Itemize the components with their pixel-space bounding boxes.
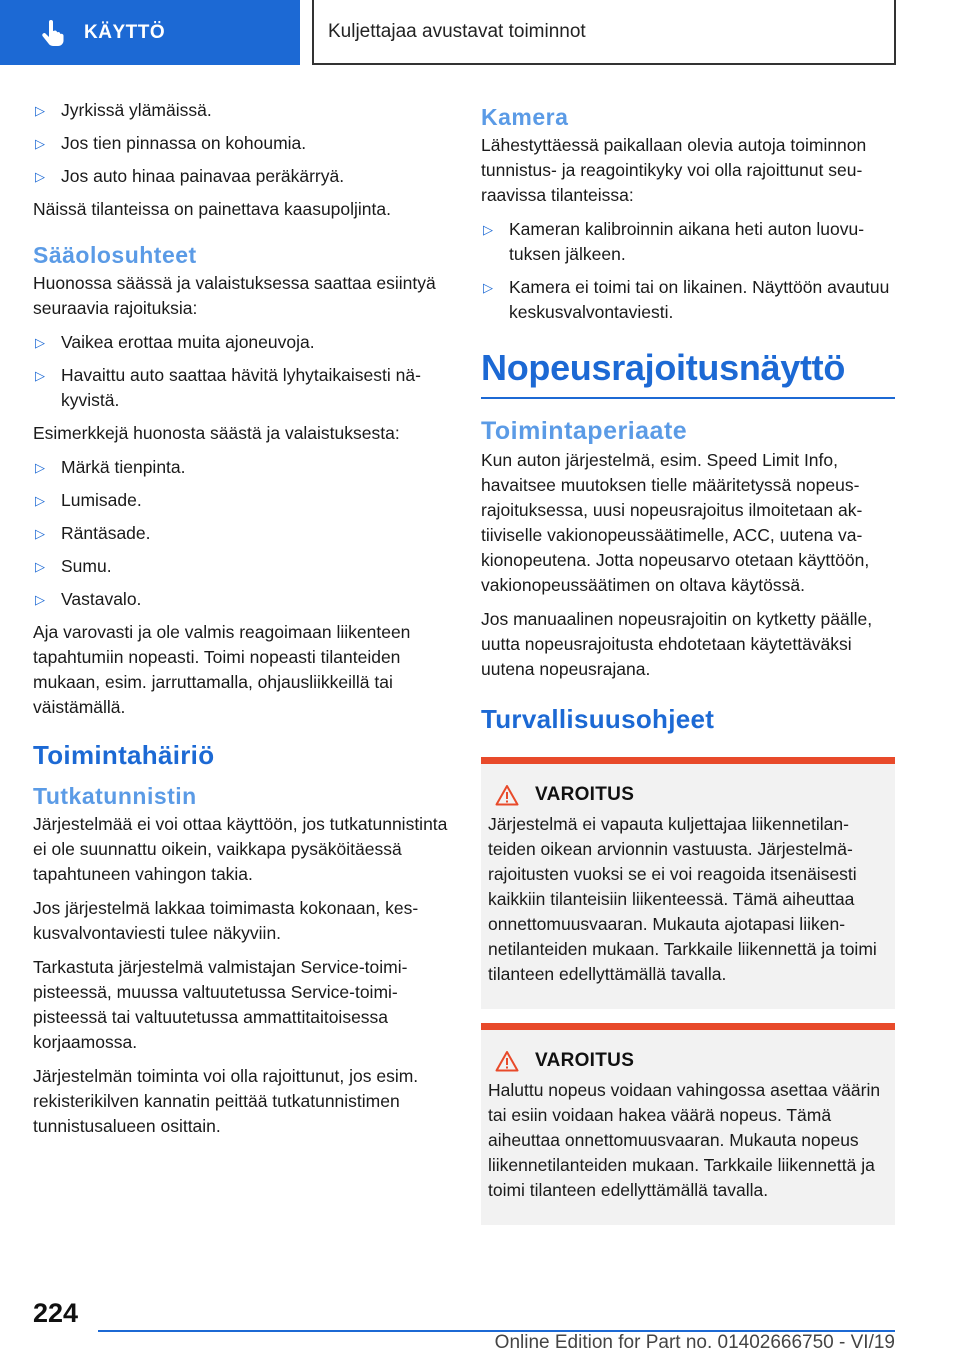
list-item: ▷ Jos auto hinaa painavaa peräkärryä. xyxy=(33,164,448,189)
list-item: ▷ Jyrkissä ylämäissä. xyxy=(33,98,448,123)
list-item: ▷ Sumu. xyxy=(33,554,448,579)
paragraph: Jos manuaalinen nopeusrajoitin on kytketty päälle, uutta nopeusrajoitusta ehdotetaan käytettäväksi uutena nopeusrajana. xyxy=(481,609,873,679)
paragraph: Huonossa säässä ja valaistuksessa saattaa esiintyä seuraavia rajoituksia: xyxy=(33,273,436,318)
triangle-bullet-icon: ▷ xyxy=(35,368,45,383)
paragraph: Tarkastuta järjestelmä valmistajan Service-toimipisteessä, muussa valtuutetussa Service-toimipisteessä tai valtuutetussa ammattitaitoisessa korjaamossa. xyxy=(33,957,408,1052)
warning-title: VAROITUS xyxy=(535,1050,635,1071)
warning-text: Haluttu nopeus voidaan vahingossa asettaa väärin tai esiin voidaan hakea väärä nopeus. Tämä aiheuttaa onnettomuusvaaran. Mukauta nopeus liikennetilanteiden mukaan. Tarkkaile liikennettä ja toimi tilanteen edellyttämällä tavalla. xyxy=(488,1080,881,1200)
page-number: 224 xyxy=(33,1298,79,1328)
heading-tutkatunnistin: Tutkatunnistin xyxy=(33,783,197,809)
heading-toimintahairio: Toimintahäiriö xyxy=(33,740,215,770)
triangle-bullet-icon: ▷ xyxy=(35,592,45,607)
list-item: ▷ Lumisade. xyxy=(33,488,448,513)
paragraph: Kun auton järjestelmä, esim. Speed Limit Info, havaitsee muutoksen tielle määritetyssä nopeusrajoituksessa, uusi nopeusrajoitus ilmoitetaan aktiiviselle vakionopeussäätimelle, ACC, uutena vakionopeutena. Jotta nopeusarvo otetaan käyttöön, vakionopeussäätimen on oltava käytössä. xyxy=(481,450,870,595)
paragraph: Näissä tilanteissa on painettava kaasupoljinta. xyxy=(33,199,391,219)
paragraph: Järjestelmää ei voi ottaa käyttöön, jos tutkatunnistinta ei ole suunnattu oikein, vaikkapa pysäköitäessä tapahtuneen vahingon takia. xyxy=(33,814,448,884)
warning-triangle-icon xyxy=(495,784,519,806)
edition-note: Online Edition for Part no. 01402666750 - VI/19 xyxy=(494,1332,895,1353)
warning-box xyxy=(481,1023,895,1225)
list-item: ▷ Vastavalo. xyxy=(33,587,448,612)
heading-turvallisuusohjeet: Turvallisuusohjeet xyxy=(481,704,715,734)
heading-kamera: Kamera xyxy=(481,104,569,130)
paragraph: Järjestelmän toiminta voi olla rajoittunut, jos esim. rekisterikilven kannatin peittää tutkatunnistimen tunnistusalueen osittain. xyxy=(33,1066,419,1136)
triangle-bullet-icon: ▷ xyxy=(483,280,493,295)
heading-nopeusrajoitusnaytto: Nopeusrajoitusnäyttö xyxy=(481,347,895,399)
weather-examples-list xyxy=(33,455,448,612)
heading-saaolosuhteet: Sääolosuhteet xyxy=(33,242,197,268)
list-item: ▷ Jos tien pinnassa on kohoumia. xyxy=(33,131,448,156)
list-item: ▷ Räntäsade. xyxy=(33,521,448,546)
paragraph: Lähestyttäessä paikallaan olevia autoja toiminnon tunnistus- ja reagointikyky voi olla rajoittunut seuraavissa tilanteissa: xyxy=(481,135,867,205)
chapter-title: Kuljettajaa avustavat toiminnot xyxy=(328,20,586,42)
triangle-bullet-icon: ▷ xyxy=(35,526,45,541)
heading-toimintaperiaate: Toimintaperiaate xyxy=(481,417,688,445)
warning-header xyxy=(488,1050,887,1072)
weather-limits-list xyxy=(33,330,448,413)
list-item: ▷ Kameran kalibroinnin aikana heti auton luovutuksen jälkeen. xyxy=(483,219,865,264)
paragraph: Jos järjestelmä lakkaa toimimasta kokonaan, keskusvalvontaviesti tulee näkyviin. xyxy=(33,898,419,943)
triangle-bullet-icon: ▷ xyxy=(483,222,493,237)
triangle-bullet-icon: ▷ xyxy=(35,559,45,574)
list-item: ▷ Havaittu auto saattaa hävitä lyhytaikaisesti näkyvistä. xyxy=(35,365,421,410)
paragraph: Aja varovasti ja ole valmis reagoimaan liikenteen tapahtumiin nopeasti. Toimi nopeasti tilanteiden mukaan, esim. jarruttamalla, ohjausliikkeillä tai väistämällä. xyxy=(33,622,411,717)
triangle-bullet-icon: ▷ xyxy=(35,460,45,475)
warning-header xyxy=(488,784,887,806)
triangle-bullet-icon: ▷ xyxy=(35,103,45,118)
warning-text: Järjestelmä ei vapauta kuljettajaa liikennetilanteiden oikean arvionnin vastuusta. Järjestelmärajoitusten vuoksi se ei voi reagoida itsenäisesti kaikkiin tilanteisiin liikenteessä. Tämä aiheuttaa onnettomuusvaaran. Mukauta ajotapasi liikennetilanteiden mukaan. Tarkkaile liikennettä ja toimi tilanteen edellyttämällä tavalla. xyxy=(488,814,877,984)
chapter-header xyxy=(312,0,896,65)
triangle-bullet-icon: ▷ xyxy=(35,493,45,508)
left-column xyxy=(33,98,448,1148)
camera-limits-list xyxy=(481,217,895,325)
paragraph: Esimerkkejä huonosta säästä ja valaistuksesta: xyxy=(33,423,400,443)
list-item: ▷ Vaikea erottaa muita ajoneuvoja. xyxy=(33,330,448,355)
warning-triangle-icon xyxy=(495,1050,519,1072)
triangle-bullet-icon: ▷ xyxy=(35,169,45,184)
section-tab-label: KÄYTTÖ xyxy=(84,21,166,43)
list-item: ▷ Kamera ei toimi tai on likainen. Näyttöön avautuu keskusvalvontaviesti. xyxy=(483,277,890,322)
section-tab[interactable] xyxy=(0,0,300,65)
warning-title: VAROITUS xyxy=(535,784,635,805)
uphill-conditions-list xyxy=(33,98,448,189)
warning-box xyxy=(481,757,895,1009)
right-column xyxy=(481,98,895,1239)
hand-pointer-icon xyxy=(38,19,66,47)
list-item: ▷ Märkä tienpinta. xyxy=(33,455,448,480)
triangle-bullet-icon: ▷ xyxy=(35,136,45,151)
triangle-bullet-icon: ▷ xyxy=(35,335,45,350)
